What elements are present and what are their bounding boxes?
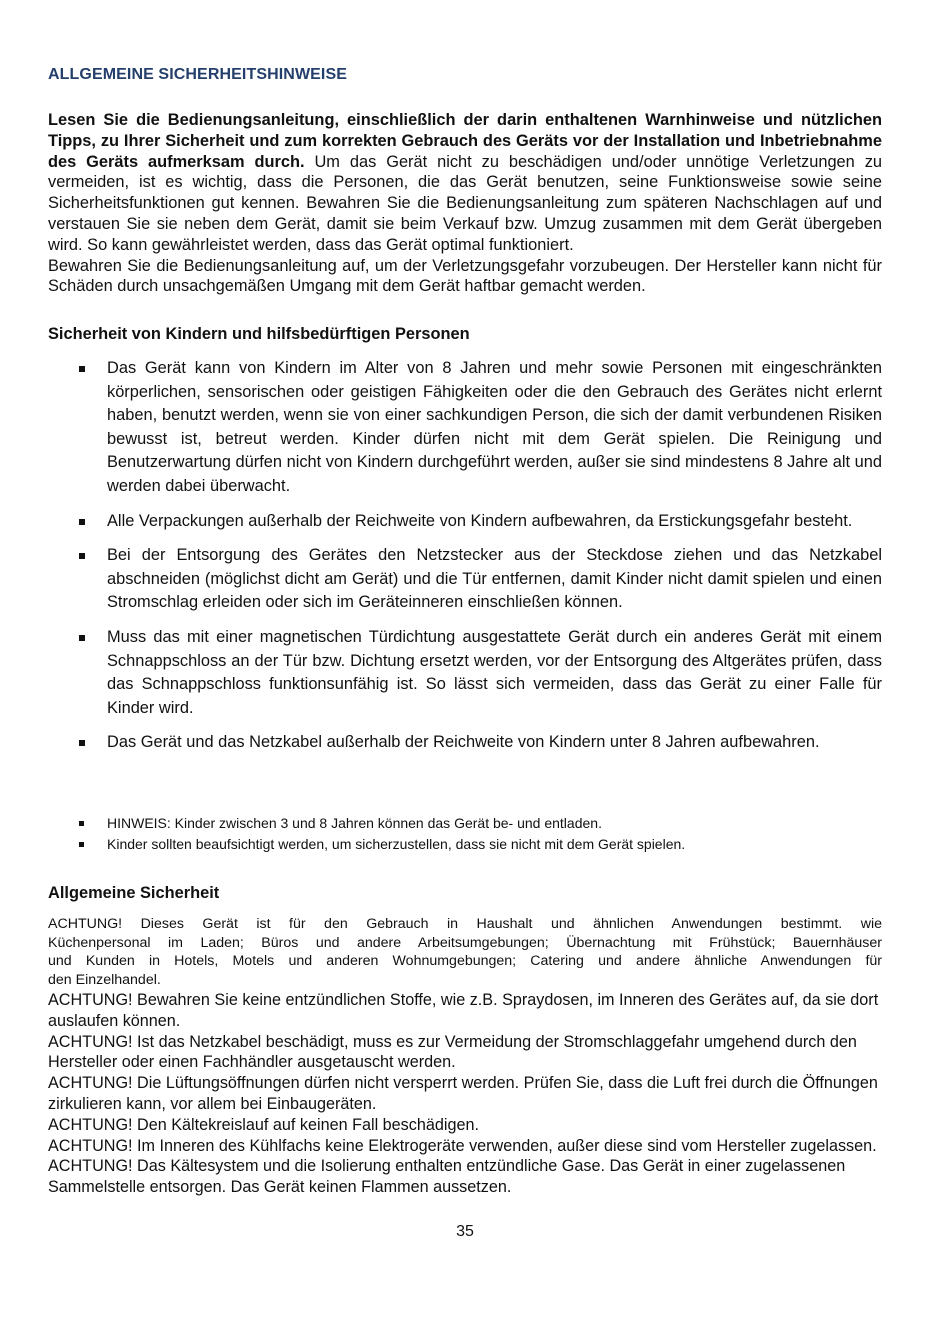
children-safety-heading: Sicherheit von Kindern und hilfsbedürftigen Personen: [48, 325, 470, 343]
page-number: 35: [456, 1223, 474, 1240]
list-item: Das Gerät kann von Kindern im Alter von 8 Jahren und mehr sowie Personen mit eingeschränkten körperlichen, sensorischen oder geistigen Fähigkeiten oder die den Gebrauch des Gerätes nicht erlernt haben, benutzt werden, wenn sie von einer sachkundigen Person, die sich der damit verbundenen Risiken bewusst ist, betreut werden. Kinder dürfen nicht mit dem Gerät spielen. Die Reinigung und Benutzerwartung dürfen nicht von Kindern durchgeführt werden, außer sie sind mindestens 8 Jahre alt und werden dabei überwacht.: [48, 357, 882, 499]
intro-text: Um das Gerät nicht zu beschädigen und/oder unnötige Verletzungen zu vermeiden, ist es wichtig, dass die Personen, die das Gerät benutzen, seine Funktionsweise sowie seine Sicherheitsfunktionen gut kennen. Bewahren Sie die Bedienungsanleitung zum späteren Nachschlagen auf und verstauen Sie sie neben dem Gerät, damit sie beim Verkauf bzw. Umzug zusammen mit dem Gerät übergeben wird. So kann gewährleistet werden, dass das Gerät optimal funktioniert.: [48, 152, 883, 254]
bullet-square-icon: [79, 842, 84, 847]
warning-line: Küchenpersonal im Laden; Büros und andere Arbeitsumgebungen; Übernachtung mit Frühstück; Bauernhäuser: [48, 934, 882, 951]
note-item: HINWEIS: Kinder zwischen 3 und 8 Jahren können das Gerät be- und entladen.: [48, 813, 882, 834]
general-warnings: [48, 990, 882, 1198]
general-safety-heading: Allgemeine Sicherheit: [48, 884, 220, 902]
list-item: Bei der Entsorgung des Gerätes den Netzstecker aus der Steckdose ziehen und das Netzkabel abschneiden (möglichst dicht am Gerät) und die Tür entfernen, damit Kinder nicht damit spielen und einen Stromschlag erleiden oder sich im Geräteinneren einschließen können.: [48, 544, 882, 615]
intro-bold-text: Lesen Sie die Bedienungsanleitung, einschließlich der darin enthaltenen Warnhinweise und nützlichen Tipps, zu Ihrer Sicherheit und zum korrekten Gebrauch des Geräts vor der Installation und Inbetriebnahme des Geräts aufmerksam durch.: [48, 111, 882, 171]
intro-second-paragraph: Bewahren Sie die Bedienungsanleitung auf, um der Verletzungsgefahr vorzubeugen. Der Hersteller kann nicht für Schäden durch unsachgemäßen Umgang mit dem Gerät haftbar gemacht werden.: [48, 256, 882, 296]
warning-line: und Kunden in Hotels, Motels und anderen Wohnumgebungen; Catering und andere ähnliche Anwendungen für: [48, 953, 882, 969]
list-item: Muss das mit einer magnetischen Türdichtung ausgestattete Gerät durch ein anderes Gerät mit einem Schnappschloss an der Tür bzw. Dichtung ersetzt werden, vor der Entsorgung des Altgerätes prüfen, dass das Schnappschloss funktionsunfähig ist. So lässt sich vermeiden, dass das Gerät zu einer Falle für Kinder wird.: [48, 626, 882, 720]
list-item: Alle Verpackungen außerhalb der Reichweite von Kindern aufbewahren, da Erstickungsgefahr besteht.: [48, 510, 882, 534]
warning-item: ACHTUNG! Bewahren Sie keine entzündlichen Stoffe, wie z.B. Spraydosen, im Inneren des Gerätes auf, da sie dort auslaufen können.: [48, 991, 879, 1030]
warning-item: ACHTUNG! Ist das Netzkabel beschädigt, muss es zur Vermeidung der Stromschlaggefahr umgehend durch den Hersteller oder einen Fachhändler ausgetauscht werden.: [48, 1032, 857, 1072]
intro-paragraph: [48, 110, 882, 297]
bullet-square-icon: [79, 635, 85, 641]
bullet-square-icon: [79, 553, 85, 559]
bullet-square-icon: [79, 519, 85, 525]
list-item: Das Gerät und das Netzkabel außerhalb der Reichweite von Kindern unter 8 Jahren aufbewahren.: [48, 731, 882, 755]
warning-line: den Einzelhandel.: [48, 971, 161, 988]
warning-line: ACHTUNG! Dieses Gerät ist für den Gebrauch in Haushalt und ähnlichen Anwendungen bestimmt. wie: [48, 916, 882, 932]
bullet-square-icon: [79, 740, 85, 746]
bullet-square-icon: [79, 821, 84, 826]
warning-item: ACHTUNG! Im Inneren des Kühlfachs keine Elektrogeräte verwenden, außer diese sind vom Hersteller zugelassen.: [48, 1136, 877, 1155]
bullet-square-icon: [79, 366, 85, 372]
page-title: ALLGEMEINE SICHERHEITSHINWEISE: [48, 66, 348, 83]
warning-item: ACHTUNG! Den Kältekreislauf auf keinen Fall beschädigen.: [48, 1115, 479, 1134]
children-safety-list: [48, 357, 882, 766]
household-use-warning: [48, 915, 882, 989]
children-notes-list: [48, 813, 882, 855]
warning-item: ACHTUNG! Die Lüftungsöffnungen dürfen nicht versperrt werden. Prüfen Sie, dass die Luft frei durch die Öffnungen zirkulieren kann, vor allem bei Einbaugeräten.: [48, 1074, 878, 1113]
note-item: Kinder sollten beaufsichtigt werden, um sicherzustellen, dass sie nicht mit dem Gerät spielen.: [48, 834, 882, 855]
warning-item: ACHTUNG! Das Kältesystem und die Isolierung enthalten entzündliche Gase. Das Gerät in einer zugelassenen Sammelstelle entsorgen. Das Gerät keinen Flammen aussetzen.: [48, 1157, 846, 1197]
